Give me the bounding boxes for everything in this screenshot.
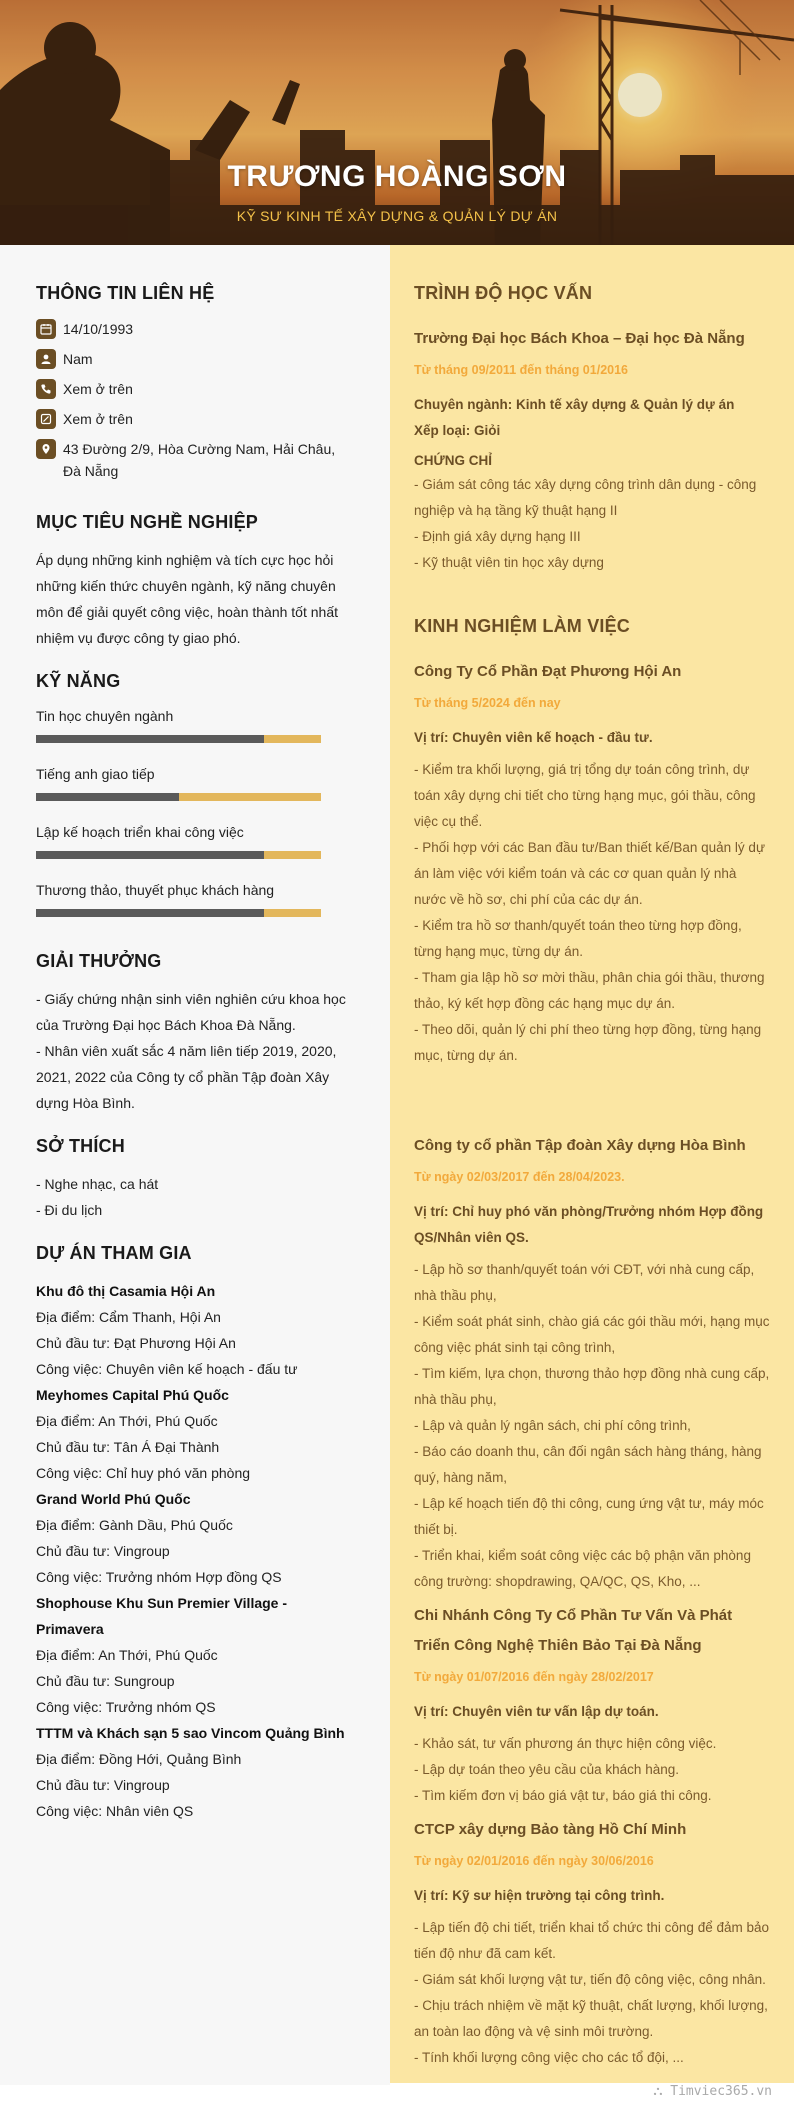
watermark-logo-icon: ⛬ — [653, 2084, 671, 2099]
contact-email-text: Xem ở trên — [63, 411, 133, 427]
calendar-icon — [36, 319, 56, 339]
skill-bar-fill — [36, 793, 179, 801]
site-watermark — [653, 2084, 772, 2099]
job-company: CTCP xây dựng Bảo tàng Hồ Chí Minh — [414, 1821, 687, 1838]
skill-bar — [36, 793, 321, 801]
project-item — [36, 1278, 354, 1382]
project-investor: Chủ đầu tư: Vingroup — [36, 1777, 170, 1793]
job-duty: - Lập dự toán theo yêu cầu của khách hàng. — [414, 1762, 679, 1777]
contact-heading: THÔNG TIN LIÊN HỆ — [36, 283, 215, 303]
projects-heading: DỰ ÁN THAM GIA — [36, 1243, 192, 1263]
left-column — [0, 245, 390, 2085]
job-duty: - Lập và quản lý ngân sách, chi phí công trình, — [414, 1418, 691, 1433]
job-position: Vị trí: Chuyên viên kế hoạch - đầu tư. — [414, 730, 653, 745]
contact-email — [36, 408, 354, 430]
certificate-item: - Giám sát công tác xây dựng công trình dân dụng - công nghiệp và hạ tầng kỹ thuật hạng II — [414, 477, 757, 518]
skill-item — [36, 822, 354, 859]
project-name: Khu đô thị Casamia Hội An — [36, 1283, 216, 1299]
job-position: Vị trí: Kỹ sư hiện trường tại công trình. — [414, 1888, 665, 1903]
project-name: TTTM và Khách sạn 5 sao Vincom Quảng Bình — [36, 1725, 345, 1741]
job-company: Chi Nhánh Công Ty Cổ Phần Tư Vấn Và Phát Triển Công Nghệ Thiên Bảo Tại Đà Nẵng — [414, 1607, 733, 1654]
contact-gender — [36, 348, 354, 370]
job-duty: - Lập hồ sơ thanh/quyết toán với CĐT, với nhà cung cấp, nhà thầu phụ, — [414, 1262, 755, 1303]
job-company: Công Ty Cổ Phần Đạt Phương Hội An — [414, 663, 682, 680]
education-major: Chuyên ngành: Kinh tế xây dựng & Quản lý dự án — [414, 397, 735, 412]
job-date: Từ tháng 5/2024 đến nay — [414, 696, 561, 710]
skill-item — [36, 764, 354, 801]
education-school: Trường Đại học Bách Khoa – Đại học Đà Nẵng — [414, 330, 745, 347]
project-name: Shophouse Khu Sun Premier Village - Primavera — [36, 1595, 288, 1637]
job-duty: - Kiểm tra khối lượng, giá trị tổng dự toán công trình, dự toán xây dựng chi tiết cho từng hạng mục, gói thầu, công việc cụ thể. — [414, 762, 756, 829]
skill-bar — [36, 909, 321, 917]
skill-label: Tiếng anh giao tiếp — [36, 766, 155, 782]
project-investor: Chủ đầu tư: Tân Á Đại Thành — [36, 1439, 220, 1455]
right-column — [390, 245, 794, 2083]
job-duty: - Giám sát khối lượng vật tư, tiến độ công việc, công nhân. — [414, 1972, 766, 1987]
phone-icon — [36, 379, 56, 399]
skills-heading: KỸ NĂNG — [36, 671, 121, 691]
job-duty: - Lập kế hoạch tiến độ thi công, cung ứng vật tư, máy móc thiết bị. — [414, 1496, 764, 1537]
education-date: Từ tháng 09/2011 đến tháng 01/2016 — [414, 363, 628, 377]
project-item — [36, 1590, 354, 1720]
job-duty: - Khảo sát, tư vấn phương án thực hiện công việc. — [414, 1736, 717, 1751]
job-item — [414, 1131, 770, 1595]
job-date: Từ ngày 02/01/2016 đến ngày 30/06/2016 — [414, 1854, 654, 1868]
candidate-title: KỸ SƯ KINH TẾ XÂY DỰNG & QUẢN LÝ DỰ ÁN — [236, 208, 558, 224]
job-item — [414, 1601, 770, 1809]
project-role: Công việc: Trưởng nhóm QS — [36, 1699, 216, 1715]
job-duty: - Kiểm soát phát sinh, chào giá các gói thầu mới, hạng mục công việc phát sinh tại công trình, — [414, 1314, 770, 1355]
job-duty: - Chịu trách nhiệm về mặt kỹ thuật, chất lượng, khối lượng, an toàn lao động và vệ sinh môi trường. — [414, 1998, 768, 2039]
job-duty: - Tìm kiếm đơn vị báo giá vật tư, báo giá thi công. — [414, 1788, 712, 1803]
project-role: Công việc: Chỉ huy phó văn phòng — [36, 1465, 251, 1481]
skill-bar — [36, 851, 321, 859]
education-heading: TRÌNH ĐỘ HỌC VẤN — [414, 283, 593, 303]
skill-bar-fill — [36, 735, 264, 743]
hobby-item: - Nghe nhạc, ca hát — [36, 1176, 159, 1192]
contact-birthdate — [36, 318, 354, 340]
project-role: Công việc: Chuyên viên kế hoạch - đấu tư — [36, 1361, 298, 1377]
contact-address-text: 43 Đường 2/9, Hòa Cường Nam, Hải Châu, Đà Nẵng — [63, 441, 336, 479]
location-pin-icon — [36, 439, 56, 459]
job-duty: - Tìm kiếm, lựa chọn, thương thảo hợp đồng nhà cung cấp, nhà thầu phụ, — [414, 1366, 770, 1407]
contact-list — [36, 318, 354, 482]
project-location: Địa điểm: An Thới, Phú Quốc — [36, 1647, 218, 1663]
job-duty: - Lập tiến độ chi tiết, triển khai tổ chức thi công để đảm bảo tiến độ như đã cam kết. — [414, 1920, 769, 1961]
hobby-item: - Đi du lịch — [36, 1202, 103, 1218]
job-position: Vị trí: Chỉ huy phó văn phòng/Trưởng nhóm Hợp đồng QS/Nhân viên QS. — [414, 1204, 764, 1245]
job-duty: - Kiểm tra hồ sơ thanh/quyết toán theo từng hợp đồng, từng hạng mục, từng dự án. — [414, 918, 742, 959]
project-location: Địa điểm: Cẩm Thanh, Hội An — [36, 1309, 221, 1325]
user-icon — [36, 349, 56, 369]
job-duty: - Triển khai, kiểm soát công việc các bộ phận văn phòng công trường: shopdrawing, QA/QC, QS, Kho, ... — [414, 1548, 751, 1589]
education-grade: Xếp loại: Giỏi — [414, 423, 501, 438]
job-duty: - Phối hợp với các Ban đầu tư/Ban thiết kế/Ban quản lý dự án làm việc với kiểm toán và các cơ quan quản lý nhà nước về hồ sơ, chi phí của các dự án. — [414, 840, 765, 907]
awards-heading: GIẢI THƯỞNG — [36, 951, 162, 971]
skills-list — [36, 706, 354, 917]
job-duty: - Báo cáo doanh thu, cân đối ngân sách hàng tháng, hàng quý, hàng năm, — [414, 1444, 762, 1485]
skill-item — [36, 706, 354, 743]
contact-phone — [36, 378, 354, 400]
job-position: Vị trí: Chuyên viên tư vấn lập dự toán. — [414, 1704, 659, 1719]
contact-birthdate-text: 14/10/1993 — [63, 321, 134, 337]
project-item — [36, 1486, 354, 1590]
job-date: Từ ngày 01/07/2016 đến ngày 28/02/2017 — [414, 1670, 654, 1684]
project-investor: Chủ đầu tư: Sungroup — [36, 1673, 175, 1689]
cv-header — [0, 0, 794, 245]
skill-bar — [36, 735, 321, 743]
skill-item — [36, 880, 354, 917]
project-location: Địa điểm: Gành Dầu, Phú Quốc — [36, 1517, 233, 1533]
skill-label: Tin học chuyên ngành — [36, 708, 174, 724]
job-duty: - Tham gia lập hồ sơ mời thầu, phân chia gói thầu, thương thảo, ký kết hợp đồng các hạng mục dự án. — [414, 970, 765, 1011]
certificate-item: - Định giá xây dựng hạng III — [414, 529, 581, 544]
contact-phone-text: Xem ở trên — [63, 381, 133, 397]
contact-address — [36, 438, 354, 482]
certificates-heading: CHỨNG CHỈ — [414, 453, 492, 468]
project-item — [36, 1382, 354, 1486]
certificate-item: - Kỹ thuật viên tin học xây dựng — [414, 555, 604, 570]
skill-bar-fill — [36, 909, 264, 917]
contact-gender-text: Nam — [63, 351, 93, 367]
project-location: Địa điểm: An Thới, Phú Quốc — [36, 1413, 218, 1429]
job-duty: - Theo dõi, quản lý chi phí theo từng hợp đồng, từng hạng mục, từng dự án. — [414, 1022, 762, 1063]
job-date: Từ ngày 02/03/2017 đến 28/04/2023. — [414, 1170, 625, 1184]
education-block — [414, 324, 770, 576]
watermark-text: Timviec365.vn — [670, 2084, 772, 2099]
awards-list — [36, 986, 354, 1116]
project-role: Công việc: Nhân viên QS — [36, 1803, 194, 1819]
project-item — [36, 1720, 354, 1824]
job-item — [414, 657, 770, 1069]
award-item: - Nhân viên xuất sắc 4 năm liên tiếp 2019, 2020, 2021, 2022 của Công ty cổ phần Tập đoàn Xây dựng Hòa Bình. — [36, 1043, 337, 1111]
project-investor: Chủ đầu tư: Vingroup — [36, 1543, 170, 1559]
email-icon — [36, 409, 56, 429]
job-item — [414, 1815, 770, 2071]
project-location: Địa điểm: Đồng Hới, Quảng Bình — [36, 1751, 242, 1767]
job-duty: - Tính khối lượng công việc cho các tổ đội, ... — [414, 2050, 684, 2065]
objective-heading: MỤC TIÊU NGHỀ NGHIỆP — [36, 512, 259, 532]
candidate-name: TRƯƠNG HOÀNG SƠN — [227, 160, 567, 193]
project-role: Công việc: Trưởng nhóm Hợp đồng QS — [36, 1569, 282, 1585]
job-company: Công ty cổ phần Tập đoàn Xây dựng Hòa Bình — [414, 1137, 746, 1154]
hobbies-heading: SỞ THÍCH — [36, 1136, 125, 1156]
experience-heading: KINH NGHIỆM LÀM VIỆC — [414, 616, 631, 636]
project-investor: Chủ đầu tư: Đạt Phương Hội An — [36, 1335, 236, 1351]
project-name: Grand World Phú Quốc — [36, 1491, 191, 1507]
project-name: Meyhomes Capital Phú Quốc — [36, 1387, 229, 1403]
award-item: - Giấy chứng nhận sinh viên nghiên cứu khoa học của Trường Đại học Bách Khoa Đà Nẵng. — [36, 991, 346, 1033]
projects-list — [36, 1278, 354, 1824]
skill-bar-fill — [36, 851, 264, 859]
skill-label: Lập kế hoạch triển khai công việc — [36, 824, 244, 840]
hobbies-list — [36, 1171, 354, 1223]
objective-text: Áp dụng những kinh nghiệm và tích cực học hỏi những kiến thức chuyên ngành, kỹ năng chuyên môn để giải quyết công việc, hoàn thành tốt nhất nhiệm vụ được công ty giao phó. — [36, 552, 338, 646]
skill-label: Thương thảo, thuyết phục khách hàng — [36, 882, 275, 898]
